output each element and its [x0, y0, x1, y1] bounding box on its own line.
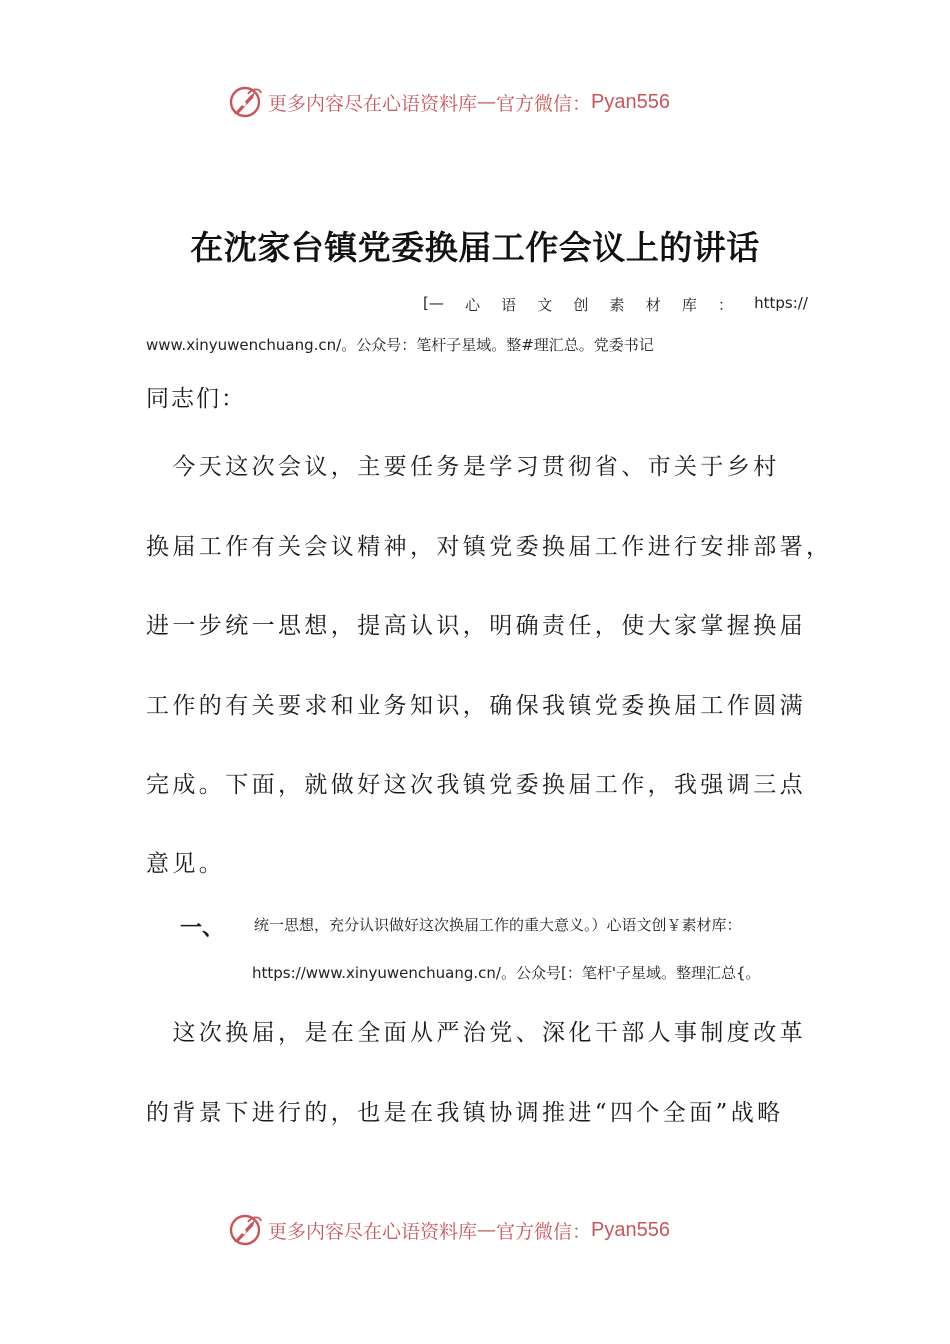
source-token: 库: [681, 296, 697, 314]
source-token: 文: [537, 296, 553, 314]
watermark-text: 更多内容尽在心语资料库: [268, 1220, 478, 1243]
watermark-contact-id: Pyan556: [591, 90, 670, 113]
source-line-1: [423, 294, 808, 315]
paragraph-line: 工作的有关要求和业务知识，确保我镇党委换届工作圆满: [146, 693, 806, 719]
paragraph-line: 的背景下进行的，也是在我镇协调推进“四个全面”战略: [146, 1100, 784, 1126]
watermark-text: 更多内容尽在心语资料库: [268, 92, 478, 115]
watermark-contact-label: 官方微信：: [496, 1220, 592, 1243]
paragraph-line: 这次换届，是在全面从严治党、深化干部人事制度改革: [146, 1020, 806, 1046]
paragraph-line: 意见。: [146, 851, 226, 877]
document-title: 在沈家台镇党委换届工作会议上的讲话: [190, 228, 760, 267]
source-line-2: www.xinyuwenchuang.cn/。公众号：笔杆子星域。整#理汇总。党委书记: [146, 336, 654, 354]
source-token: https://: [754, 294, 808, 312]
section-heading-text: [254, 901, 760, 997]
pen-logo-icon: [228, 84, 264, 120]
section-heading-line-2: https://www.xinyuwenchuang.cn/。公众号[：笔杆'子星域。整理汇总{。: [252, 964, 761, 982]
watermark-contact-id: Pyan556: [591, 1218, 670, 1241]
paragraph-line: 今天这次会议，主要任务是学习贯彻省、市关于乡村: [146, 454, 780, 480]
section-heading-line-1: 统一思想，充分认识做好这次换届工作的重大意义。）心语文创￥素材库：: [254, 916, 742, 934]
source-token: 素: [609, 296, 625, 314]
greeting: 同志们：: [146, 386, 246, 412]
watermark-contact-label: 官方微信：: [496, 92, 592, 115]
source-token: 语: [501, 296, 517, 314]
source-token: 材: [645, 296, 661, 314]
watermark-separator: —: [477, 1219, 497, 1241]
source-token: [—: [423, 294, 444, 312]
watermark-footer: [228, 1210, 788, 1250]
watermark-header: [228, 82, 788, 122]
source-token: 心: [464, 296, 480, 314]
watermark-separator: —: [477, 91, 497, 113]
source-token: ：: [717, 296, 733, 314]
paragraph-line: 完成。下面，就做好这次我镇党委换届工作，我强调三点: [146, 772, 806, 798]
paragraph-line: 换届工作有关会议精神，对镇党委换届工作进行安排部署，: [146, 534, 833, 560]
pen-logo-icon: [228, 1212, 264, 1248]
section-heading-1: [180, 915, 761, 997]
paragraph-line: 进一步统一思想，提高认识，明确责任，使大家掌握换届: [146, 613, 806, 639]
section-number: 一、: [180, 916, 225, 941]
source-token: 创: [573, 296, 589, 314]
